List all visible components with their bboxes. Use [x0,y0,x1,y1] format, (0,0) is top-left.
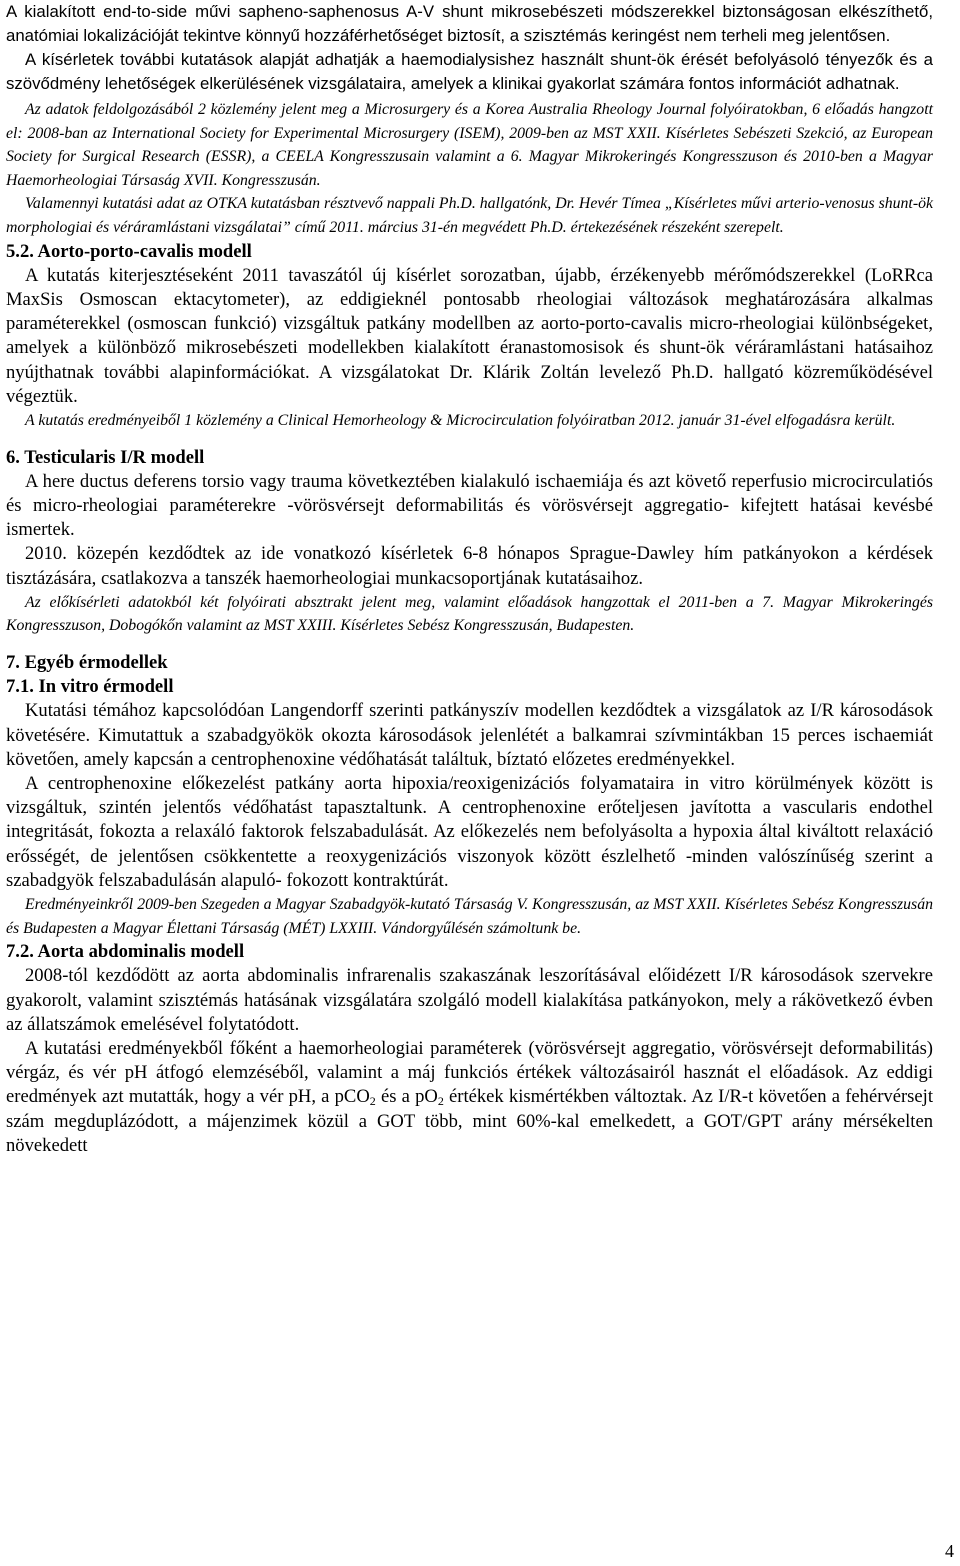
paragraph-langendorff: Kutatási témához kapcsolódóan Langendorff szerinti patkányszív modellen kezdődtek a vizsgálatok az I/R károsodások követésére. Kimutattuk a szabadgyökök okozta károsodások jelenlétét a balkamrai szívmintákban 15 perces ischaemiát követően, amely kapcsán a centrophenoxine védőhatását találtuk, bíztató előzetes eredményekkel. [6,700,933,770]
page-number: 4 [945,1541,954,1561]
paragraph-testicular-experiments: 2010. közepén kezdődtek az ide vonatkozó kísérletek 6-8 hónapos Sprague-Dawley hím patkányokon a kérdések tisztázására, csatlakozva a tanszék haemorheologiai munkacsoportjának kutatásaihoz. [6,543,933,589]
note-publication-clinical-hemorheology: A kutatás eredményeiből 1 közlemény a Clinical Hemorheology & Microcirculation folyóiratban 2012. január 31-ével elfogadásra került. [25,411,896,429]
paragraph-part-1: A kutatási eredményekből főként a haemorheologiai paraméterek (vörösvérsejt aggregatio, vörösvérsejt deformabilitás) vérgáz, és vér pH átfogó elemzéséből, valamint a máj funkciós értékek változásairól hasznát el előadások. Az eddigi eredmények azt mutatták, hogy a vér pH, a pCO [6,1038,933,1108]
note-phd-thesis: Valamennyi kutatási adat az OTKA kutatásban résztvevő nappali Ph.D. hallgatónk, Dr. Hevér Tímea „Kísérletes művi arterio-venosus shunt-ök morphologiai és véráramlástani vizsgálatai” című 2011. március 31-én megvédett Ph.D. értekezésének részeként szerepelt. [6,195,933,236]
paragraph-testicular-intro: A here ductus deferens torsio vagy trauma következtében kialakuló ischaemiája és azt követő reperfusio microcirculatiós és micro-rheologiai paraméterekre -vörösvérsejt deformabilitás és vörösvérsejt aggregatio- kifejtett hatásai kevésbé ismertek. [6,470,933,541]
paragraph-research-outlook: A kísérletek további kutatások alapját adhatják a haemodialysishez használt shunt-ök érését befolyásoló tényezők és a szövődmény lehetőségek elkerülésének vizsgálataira, amelyek a klinikai gyakorlat számára fontos információt adhatnak. [6,50,933,93]
paragraph-haemorheology-results [6,1037,933,1158]
subscript-po2: 2 [437,1094,444,1109]
section-heading-7-1: 7.1. In vitro érmodell [6,676,174,698]
paragraph-part-3: értékek kismértékben változtak. Az I/R-t követően a fehérvérsejt szám megduplázódott, a májenzimek közül a GOT több, mint 60%-kal emelkedett, a GOT/GPT arány mérsékelten növekedett [6,1086,933,1156]
paragraph-centrophenoxine: A centrophenoxine előkezelést patkány aorta hipoxia/reoxigenizációs folyamataira in vitro körülmények között is vizsgáltuk, szintén jelentős védőhatást tapasztaltunk. A centrophenoxine erőteljesen javította a vascularis endothel integritását, fokozta a relaxáló faktorok felszabadulását. Az előkezelés nem befolyásolta a hypoxia által kiváltott relaxáció erősségét, de jelentősen csökkentette a reoxygenizációs viszonyok között észlelhető -minden valószínűség szerint a szabadgyök felszabadulásán alapuló- fokozott kontraktúrát. [6,773,933,891]
paragraph-aorto-porto-cavalis: A kutatás kiterjesztéseként 2011 tavaszától új kísérlet sorozatban, újabb, érzékenyebb mérőmódszerekkel (LoRRca MaxSis Osmoscan ektacytometer), az eddigieknél pontosabb rheologiai változások meghatározására alkalmas paraméterekkel (osmoscan funkció) vizsgáltuk patkány modellben az aorto-porto-cavalis micro-rheologiai különbségeket, amelyek a különböző mikrosebészeti modellekben kialakított éranastomosisok és shunt-ök véráramlástani hatásaihoz nyújthatnak további alapinformációkat. A vizsgálatokat Dr. Klárik Zoltán levelező Ph.D. hallgató közreműködésével végeztük. [6,264,933,407]
section-heading-6: 6. Testicularis I/R modell [6,446,205,468]
note-abstracts-2011: Az előkísérleti adatokból két folyóirati absztrakt jelent meg, valamint előadások hangzottak el 2011-ben a 7. Magyar Mikrokeringés Kongresszuson, Dobogókőn valamint az MST XXIII. Kísérletes Sebész Kongresszusán, Budapesten. [6,593,933,635]
paragraph-shunt-summary: A kialakított end-to-side művi sapheno-saphenosus A-V shunt mikrosebészeti módszerekkel biztonságosan elkészíthető, anatómiai lokalizációját tekintve könnyű hozzáférhetőséget biztosít, a szisztémás keringést nem terheli meg jelentősen. [6,2,933,45]
section-heading-7: 7. Egyéb érmodellek [6,651,168,673]
section-heading-7-2: 7.2. Aorta abdominalis modell [6,941,245,963]
note-publications-shunt: Az adatok feldolgozásából 2 közlemény jelent meg a Microsurgery és a Korea Australia Rheology Journal folyóiratokban, 6 előadás hangzott el: 2008-ban az International Society for Experimental Microsurgery (ISEM), 2009-ben az MST XXII. Kísérletes Sebészeti Szekció, az European Society for Surgical Research (ESSR), a CEELA Kongresszusain valamint a 6. Magyar Mikrokeringés Kongresszuson és 2010-ben a Magyar Haemorheologiai Társaság XVII. Kongresszusán. [6,101,933,189]
subscript-pco2: 2 [369,1094,376,1109]
note-results-2009: Eredményeinkről 2009-ben Szegeden a Magyar Szabadgyök-kutató Társaság V. Kongresszusán, az MST XXII. Kísérletes Sebész Kongresszusán és Budapesten a Magyar Élettani Társaság (MÉT) LXXIII. Vándorgyűlésén számoltunk be. [6,896,933,937]
section-heading-5-2: 5.2. Aorto-porto-cavalis modell [6,240,252,262]
paragraph-part-2: és a pO [375,1086,438,1108]
document-page [6,0,933,1158]
paragraph-aorta-abdominalis: 2008-tól kezdődött az aorta abdominalis infrarenalis szakaszának leszorításával előidézett I/R károsodások szervekre gyakorolt, valamint szisztémás hatásának vizsgálatára szolgáló modell kialakítása patkányokon, mely a rákövetkező évben az állatszámok emelésével folytatódott. [6,965,933,1035]
